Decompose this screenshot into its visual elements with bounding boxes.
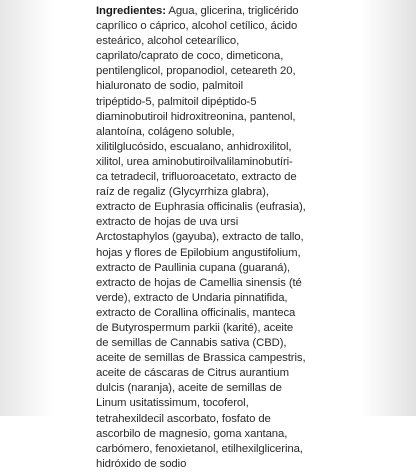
ingredients-label <box>92 4 324 470</box>
ingredients-line: verde), extracto de Undaria pinnatifida, <box>96 291 288 304</box>
ingredients-line: xilitol, urea aminobutiroilvalilaminobutíri- <box>96 155 293 168</box>
ingredients-line-text: Agua, glicerina, triglicérido <box>165 5 299 17</box>
ingredients-line: extracto de hojas de Camellia sinensis (té <box>96 276 302 289</box>
ingredients-line: alantoína, colágeno soluble, <box>96 125 235 138</box>
ingredients-heading: Ingredientes: <box>96 5 166 17</box>
ingredients-line <box>96 4 324 19</box>
ingredients-line: de Butyrospermum parkii (karité), aceite <box>96 321 294 334</box>
ingredients-line: aceite de semillas de Brassica campestris, <box>96 352 306 365</box>
ingredients-line: aceite de cáscaras de Citrus aurantium <box>96 367 289 380</box>
ingredients-line: raíz de regaliz (Glycyrrhiza glabra), <box>96 186 269 199</box>
ingredients-line: tetrahexildecil ascorbato, fosfato de <box>96 412 271 425</box>
ingredients-line: carbómero, fenoxietanol, etilhexilglicerina, <box>96 442 303 455</box>
ingredients-line: de semillas de Cannabis sativa (CBD), <box>96 337 287 350</box>
ingredients-line: hojas y flores de Epilobium angustifolium, <box>96 246 301 259</box>
ingredients-line: dulcis (naranja), aceite de semillas de <box>96 382 282 395</box>
ingredients-line: extracto de hojas de uva ursi <box>96 216 239 229</box>
ingredients-list <box>92 4 324 472</box>
right-edge-shadow <box>362 0 416 416</box>
ingredients-line: ascorbilo de magnesio, goma xantana, <box>96 427 288 440</box>
ingredients-line: extracto de Paullinia cupana (guaraná), <box>96 261 291 274</box>
ingredients-line: Linum usitatissimum, tocoferol, <box>96 397 249 410</box>
ingredients-line: pentilenglicol, propanodiol, ceteareth 20, <box>96 65 296 78</box>
ingredients-line: caprílico o cáprico, alcohol cetílico, ácido <box>96 20 298 33</box>
ingredients-line: extracto de Euphrasia officinalis (eufrasia), <box>96 201 306 214</box>
left-edge-shadow <box>0 0 54 416</box>
ingredients-line: tripéptido-5, palmitoil dipéptido-5 <box>96 95 257 108</box>
ingredients-line: Arctostaphylos (gayuba), extracto de tallo, <box>96 231 304 244</box>
ingredients-line: hidróxido de sodio <box>96 457 187 470</box>
ingredients-line: caprilato/caprato de coco, dimeticona, <box>96 50 284 63</box>
ingredients-line: extracto de Corallina officinalis, manteca <box>96 306 296 319</box>
ingredients-line: xilitilglucósido, escualano, anhidroxilitol, <box>96 140 292 153</box>
ingredients-line: esteárico, alcohol cetearílico, <box>96 35 240 48</box>
ingredients-line: ca tetradecil, trifluoroacetato, extracto de <box>96 171 297 184</box>
ingredients-line: hialuronato de sodio, palmitoil <box>96 80 243 93</box>
ingredients-line: diaminobutiroil hidroxitreonina, pantenol, <box>96 110 296 123</box>
